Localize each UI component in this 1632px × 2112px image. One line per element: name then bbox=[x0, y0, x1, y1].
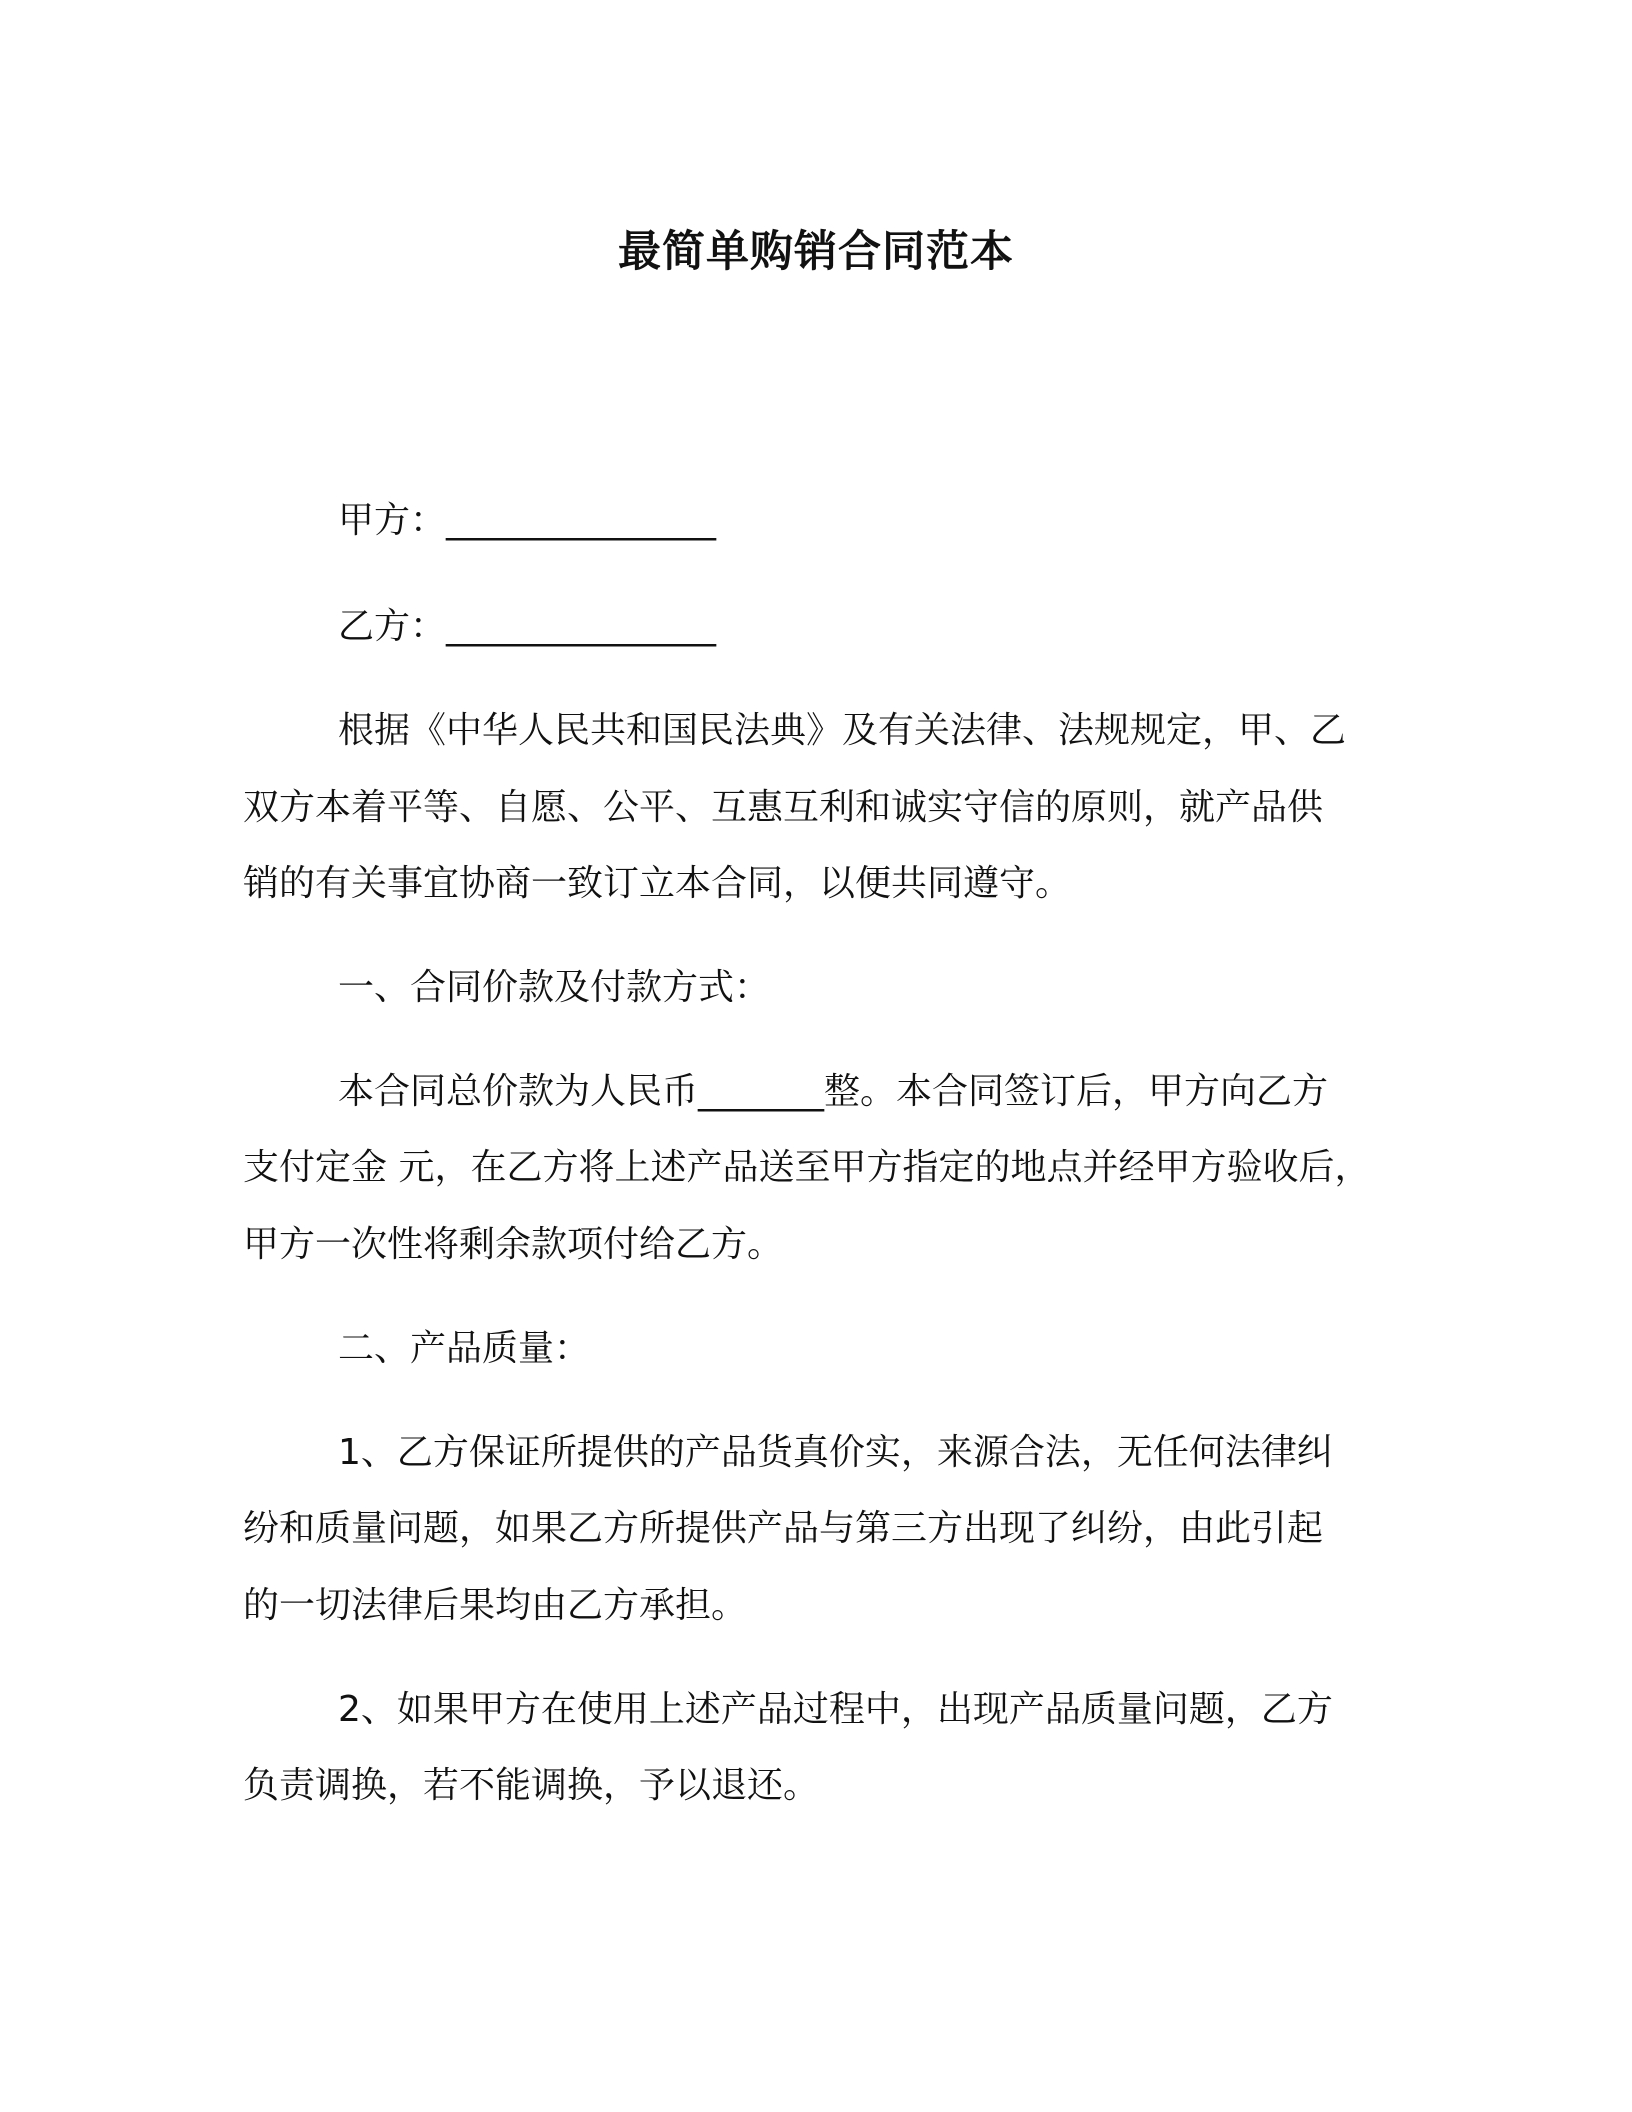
party-a-line: 甲方：_______________ bbox=[338, 500, 717, 541]
section2-item1-line-2: 纷和质量问题，如果乙方所提供产品与第三方出现了纠纷，由此引起 bbox=[243, 1508, 1324, 1549]
section1-line-2: 支付定金 元，在乙方将上述产品送至甲方指定的地点并经甲方验收后， bbox=[243, 1147, 1371, 1188]
section2-item1-line-3: 的一切法律后果均由乙方承担。 bbox=[243, 1585, 748, 1626]
section1-line-1: 本合同总价款为人民币_______整。本合同签订后，甲方向乙方 bbox=[338, 1071, 1329, 1112]
intro-line-3: 销的有关事宜协商一致订立本合同，以便共同遵守。 bbox=[243, 863, 1072, 904]
section2-item2-line-1: 2、如果甲方在使用上述产品过程中，出现产品质量问题，乙方 bbox=[338, 1689, 1333, 1730]
intro-line-2: 双方本着平等、自愿、公平、互惠互利和诚实守信的原则，就产品供 bbox=[243, 787, 1324, 828]
party-b-line: 乙方：_______________ bbox=[338, 606, 717, 647]
section1-line-3: 甲方一次性将剩余款项付给乙方。 bbox=[243, 1224, 784, 1265]
section2-heading: 二、产品质量： bbox=[338, 1328, 591, 1369]
section2-item1-line-1: 1、乙方保证所提供的产品货真价实，来源合法，无任何法律纠 bbox=[338, 1432, 1333, 1473]
document-title: 最简单购销合同范本 bbox=[618, 227, 1014, 277]
section1-heading: 一、合同价款及付款方式： bbox=[338, 967, 771, 1008]
intro-line-1: 根据《中华人民共和国民法典》及有关法律、法规规定，甲、乙 bbox=[338, 710, 1347, 751]
section2-item2-line-2: 负责调换，若不能调换，予以退还。 bbox=[243, 1765, 820, 1806]
